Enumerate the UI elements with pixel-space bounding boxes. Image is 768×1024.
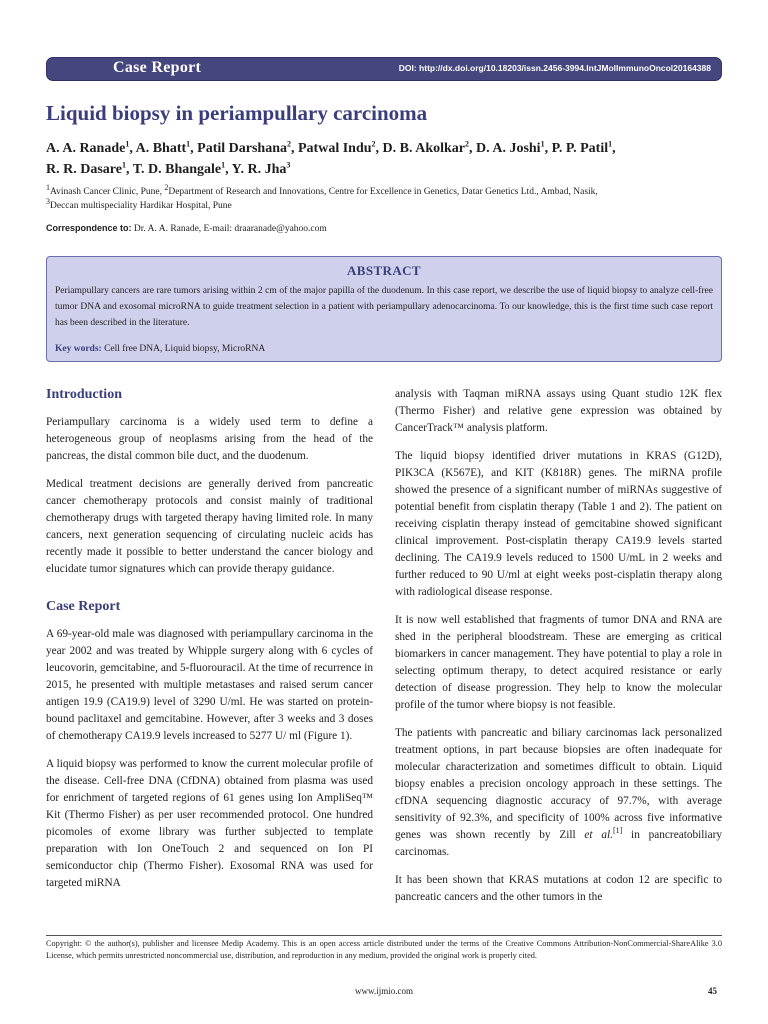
author-name: R. R. Dasare — [46, 162, 122, 177]
author-separator: , — [291, 141, 298, 156]
author-name: P. P. Patil — [551, 141, 609, 156]
author-affiliation-marker: 2 — [371, 139, 376, 149]
author-affiliation-marker: 2 — [465, 139, 469, 149]
p4-text-a: The patients with pancreatic and biliary carcinomas lack personalized treatment options, in part because biopsies are often inadequate for molecular characterization and sometimes difficult to obtain. Liquid biopsy enables a precision oncology approach in these settings. The cfDNA sequencing diagnostic accuracy of 97.7%, with average sensitivity of 92.3%, and specificity of 100% across five informative genes was shown recently by Zill — [395, 727, 722, 841]
author-affiliation-marker: 3 — [286, 160, 291, 170]
journal-website[interactable]: www.ijmio.com — [355, 986, 413, 996]
author-separator: , — [469, 141, 476, 156]
author-affiliation-marker: 1 — [186, 139, 191, 149]
author-affiliation-marker: 1 — [221, 160, 226, 170]
section-label: Case Report — [113, 59, 202, 76]
article-title: Liquid biopsy in periampullary carcinoma — [46, 101, 428, 125]
right-column — [395, 386, 722, 917]
affil-1-marker: 1 — [46, 182, 50, 192]
author-name: D. A. Joshi — [476, 141, 541, 156]
author-affiliation-marker: 2 — [287, 139, 291, 149]
affil-2: Department of Research and Innovations, Centre for Excellence in Genetics, Datar Genetics Ltd., Ambad, Nasik, — [168, 187, 598, 197]
abstract-box — [46, 256, 722, 362]
author-separator: , — [612, 141, 616, 156]
case-paragraph-2: A liquid biopsy was performed to know the current molecular profile of the disease. Cell-free DNA (CfDNA) obtained from plasma was used for enrichment of targeted regions of 61 genes using Ion AmpliSeq™ Kit (Thermo Fisher) as per user recommended protocol. One hundred picomoles of exome library was further subjected to template preparation with Ion OneTouch 2 and sequenced on Ion PI semiconductor chip (Thermo Fisher). Exosomal RNA was used for targeted miRNA — [46, 758, 373, 889]
author-name: Patil Darshana — [197, 141, 287, 156]
p4-text-b: in pancreatobiliary carcinomas. — [395, 829, 723, 858]
affiliations — [46, 182, 736, 213]
author-name: Patwal Indu — [298, 141, 372, 156]
p4-etal: et al. — [584, 829, 613, 841]
author-separator: , — [190, 141, 198, 156]
intro-paragraph-1: Periampullary carcinoma is a widely used term to define a heterogeneous group of neoplasms arising from the head of the pancreas, the distal common bile duct, and the duodenum. — [46, 416, 373, 462]
author-name: A. Bhatt — [135, 141, 187, 156]
keywords — [55, 341, 713, 357]
footer-divider — [46, 935, 722, 936]
author-separator: , — [375, 141, 383, 156]
correspondence-text[interactable]: Dr. A. A. Ranade, E-mail: draaranade@yahoo.com — [131, 224, 327, 234]
author-separator: , — [225, 162, 232, 177]
left-column — [46, 386, 373, 903]
intro-paragraph-2: Medical treatment decisions are generally derived from pancreatic cancer chemotherapy protocols and consist mainly of traditional chemotherapy drugs with targeted therapy having limited role. In many cancers, next generation sequencing of circulating nucleic acids has recently made it possible to better understand the cancer biology and elucidate tumor signatures which can provide therapy guidance. — [46, 478, 373, 575]
author-affiliation-marker: 1 — [540, 139, 545, 149]
case-report-heading: Case Report — [46, 599, 121, 614]
author-affiliation-marker: 1 — [125, 139, 130, 149]
doi-link[interactable]: DOI: http://dx.doi.org/10.18203/issn.2456-3994.IntJMolImmunoOncol20164388 — [398, 63, 711, 73]
case-paragraph-1: A 69-year-old male was diagnosed with periampullary carcinoma in the year 2002 and was treated by Whipple surgery along with 6 cycles of leucovorin, gemcitabine, and 5-fluorouracil. At the time of recurrence in 2015, he presented with multiple metastases and raised serum cancer antigen 19.9 (CA19.9) level of 3290 U/ml. He was started on protein-bound paclitaxel and gemcitabine. However, after 3 weeks and 3 doses of chemotherapy CA19.9 levels increased to 5277 U/ ml (Figure 1). — [46, 628, 373, 742]
author-name: Y. R. Jha — [231, 162, 287, 177]
author-list — [46, 138, 726, 180]
copyright-notice: Copyright: © the author(s), publisher and licensee Medip Academy. This is an open access article distributed under the terms of the Creative Commons Attribution-NonCommercial-ShareAlike 3.0 License, which permits unrestricted noncommercial use, distribution, and reproduction in any medium, provided the original work is properly cited. — [46, 939, 722, 960]
abstract-heading: ABSTRACT — [347, 263, 421, 278]
author-name: A. A. Ranade — [46, 141, 126, 156]
section-header-bar — [46, 57, 722, 81]
keywords-text: Cell free DNA, Liquid biopsy, MicroRNA — [101, 344, 266, 354]
author-name: T. D. Bhangale — [132, 162, 222, 177]
page-number: 45 — [708, 986, 717, 996]
author-name: D. B. Akolkar — [382, 141, 465, 156]
correspondence — [46, 223, 327, 234]
right-paragraph-3: It is now well established that fragments of tumor DNA and RNA are shed in the peripheral bloodstream. These are emerging as critical biomarkers in cancer management. They have potential to play a role in selecting optimum therapy, to detect acquired resistance or early detection of disease progression. They help to know the molecular profile of the tumor where biopsy is not feasible. — [395, 614, 722, 711]
abstract-text: Periampullary cancers are rare tumors arising within 2 cm of the major papilla of the duodenum. In this case report, we describe the use of liquid biopsy to analyze cell-free tumor DNA and exosomal microRNA to guide treatment selection in a patient with periampullary adenocarcinoma. To our knowledge, this is the first time such case report has been described in the literature. — [55, 286, 713, 328]
affil-3: Deccan multispeciality Hardikar Hospital, Pune — [50, 201, 232, 211]
right-paragraph-4 — [395, 725, 722, 861]
affil-2-marker: 2 — [164, 182, 169, 192]
introduction-heading: Introduction — [46, 387, 122, 402]
right-paragraph-2: The liquid biopsy identified driver mutations in KRAS (G12D), PIK3CA (K567E), and KIT (K818R) genes. The miRNA profile showed the presence of a significant number of miRNAs suggestive of potential benefit from cisplatin therapy (Table 1 and 2). The patient on receiving cisplatin therapy instead of gemcitabine showed significant clinical improvement. Post-cisplatin therapy CA19.9 levels started declining. The CA19.9 levels reduced to 1500 U/mL in 2 weeks and further reduced to 90 U/ml at eight weeks post-cisplatin therapy along with radiological disease response. — [395, 450, 722, 598]
right-paragraph-1: analysis with Taqman miRNA assays using Quant studio 12K flex (Thermo Fisher) and relative gene expression was obtained by CancerTrack™ analysis platform. — [395, 388, 722, 434]
author-separator: , — [125, 162, 133, 177]
author-affiliation-marker: 1 — [121, 160, 126, 170]
correspondence-label: Correspondence to: — [46, 223, 132, 233]
author-separator: , — [129, 141, 136, 156]
citation-ref[interactable]: [1] — [612, 826, 623, 836]
affil-3-marker: 3 — [46, 196, 50, 206]
author-separator: , — [544, 141, 552, 156]
author-affiliation-marker: 1 — [608, 139, 613, 149]
right-paragraph-5: It has been shown that KRAS mutations at codon 12 are specific to pancreatic cancers and the other tumors in the — [395, 874, 722, 903]
keywords-label: Key words: — [55, 344, 102, 354]
affil-1: Avinash Cancer Clinic, Pune, — [50, 187, 165, 197]
